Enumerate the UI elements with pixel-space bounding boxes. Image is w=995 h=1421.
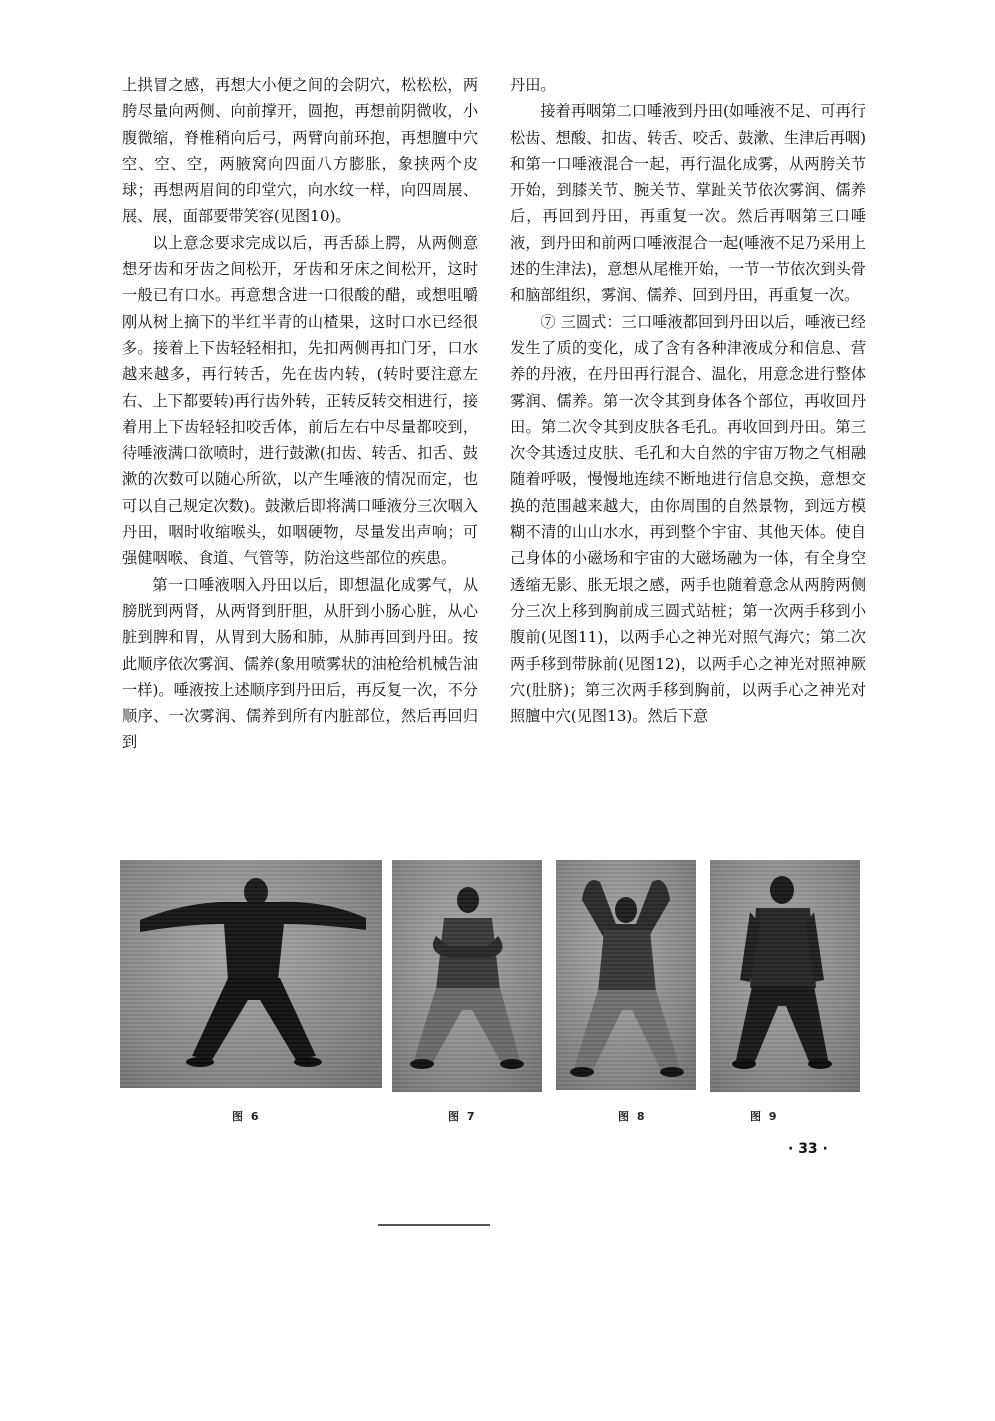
paragraph: 上拱冒之感，再想大小便之间的会阴穴，松松松，两胯尽量向两侧、向前撑开，圆抱，再想前阴微收，小腹微缩，脊椎稍向后弓，两臂向前环抱，再想膻中穴空、空、空，两腋窝向四面八方膨胀，象挟两个皮球；再想两眉间的印堂穴，向水纹一样，向四周展、展、展，面部要带笑容(见图10)。 [122,76,478,226]
figure-caption: 图 8 [618,1110,647,1123]
figure-6 [120,860,382,1123]
figure-7-photo [392,860,542,1092]
figure-8-pose-illustration [556,860,696,1090]
paragraph: 以上意念要求完成以后，再舌舔上腭，从两侧意想牙齿和牙齿之间松开，牙齿和牙床之间松开，这时一般已有口水。再意想含进一口很酸的醋，或想咀嚼刚从树上摘下的半红半青的山楂果，这时口水已经很多。接着上下齿轻轻相扣，先扣两侧再扣门牙，口水越来越多，再行转舌，先在齿内转，(转时要注意左右、上下都要转)再行齿外转，正转反转交相进行，接着用上下齿轻轻扣咬舌体，前后左右中尽量都咬到，待唾液满口欲喷时，进行鼓漱(扣齿、转舌、扣舌、鼓漱的次数可以随心所欲，以产生唾液的情况而定，也可以自己规定次数)。鼓漱后即将满口唾液分三次咽入丹田，咽时收缩喉头，如咽硬物，尽量发出声响；可强健咽喉、食道、气管等，防治这些部位的疾患。 [122,233,478,568]
figure-9 [710,860,860,1123]
figure-8 [556,860,696,1123]
figure-7-pose-illustration [392,860,542,1092]
figure-9-pose-illustration [710,860,860,1092]
figure-8-photo [556,860,696,1090]
figure-6-pose-illustration [120,860,382,1088]
figure-7 [392,860,542,1123]
figure-6-photo [120,860,382,1088]
paragraph: 第一口唾液咽入丹田以后，即想温化成雾气，从膀胱到两肾，从两肾到肝胆，从肝到小肠心脏，从心脏到脾和胃，从胃到大肠和肺，从肺再回到丹田。按此顺序依次雾润、儒养(象用喷雾状的油枪给机械告油一样)。唾液按上述顺序到丹田后，再反复一次，不分顺序、一次雾润、儒养到所有内脏部位，然后再回归到 [122,575,478,752]
figure-9-photo [710,860,860,1092]
figure-caption: 图 6 [232,1110,261,1123]
page-number: · 33 · [788,1141,828,1157]
left-text-column [122,72,478,756]
figure-caption: 图 9 [750,1110,779,1123]
paragraph: ⑦ 三圆式：三口唾液都回到丹田以后，唾液已经发生了质的变化，成了含有各种津液成分和信息、营养的丹液，在丹田再行混合、温化，用意念进行整体雾润、儒养。第一次令其到身体各个部位，再收回丹田。第二次令其到皮肤各毛孔。再收回到丹田。第三次令其透过皮肤、毛孔和大自然的宇宙万物之气相融随着呼吸，慢慢地连续不断地进行信息交换，意想交换的范围越来越大，由你周围的自然景物，到远方模糊不清的山山水水，再到整个宇宙、其他天体。使自己身体的小磁场和宇宙的大磁场融为一体，有全身空透缩无影、胀无垠之感，两手也随着意念从两胯两侧分三次上移到胸前成三圆式站桩；第一次两手移到小腹前(见图11)，以两手心之神光对照气海穴；第二次两手移到带脉前(见图12)，以两手心之神光对照神厥穴(肚脐)；第三次两手移到胸前，以两手心之神光对照膻中穴(见图13)。然后下意 [510,312,866,726]
divider-line [378,1224,490,1226]
right-text-column [510,72,866,729]
paragraph: 接着再咽第二口唾液到丹田(如唾液不足、可再行松齿、想酸、扣齿、转舌、咬舌、鼓漱、生津后再咽)和第一口唾液混合一起，再行温化成雾，从两胯关节开始，到膝关节、腕关节、掌趾关节依次雾润、儒养后，再回到丹田，再重复一次。然后再咽第三口唾液，到丹田和前两口唾液混合一起(唾液不足乃采用上述的生津法)，意想从尾椎开始，一节一节依次到头骨和脑部组织，雾润、儒养、回到丹田，再重复一次。 [510,102,866,305]
figure-strip [120,860,865,1123]
figure-caption: 图 7 [448,1110,477,1123]
paragraph: 丹田。 [510,76,556,94]
